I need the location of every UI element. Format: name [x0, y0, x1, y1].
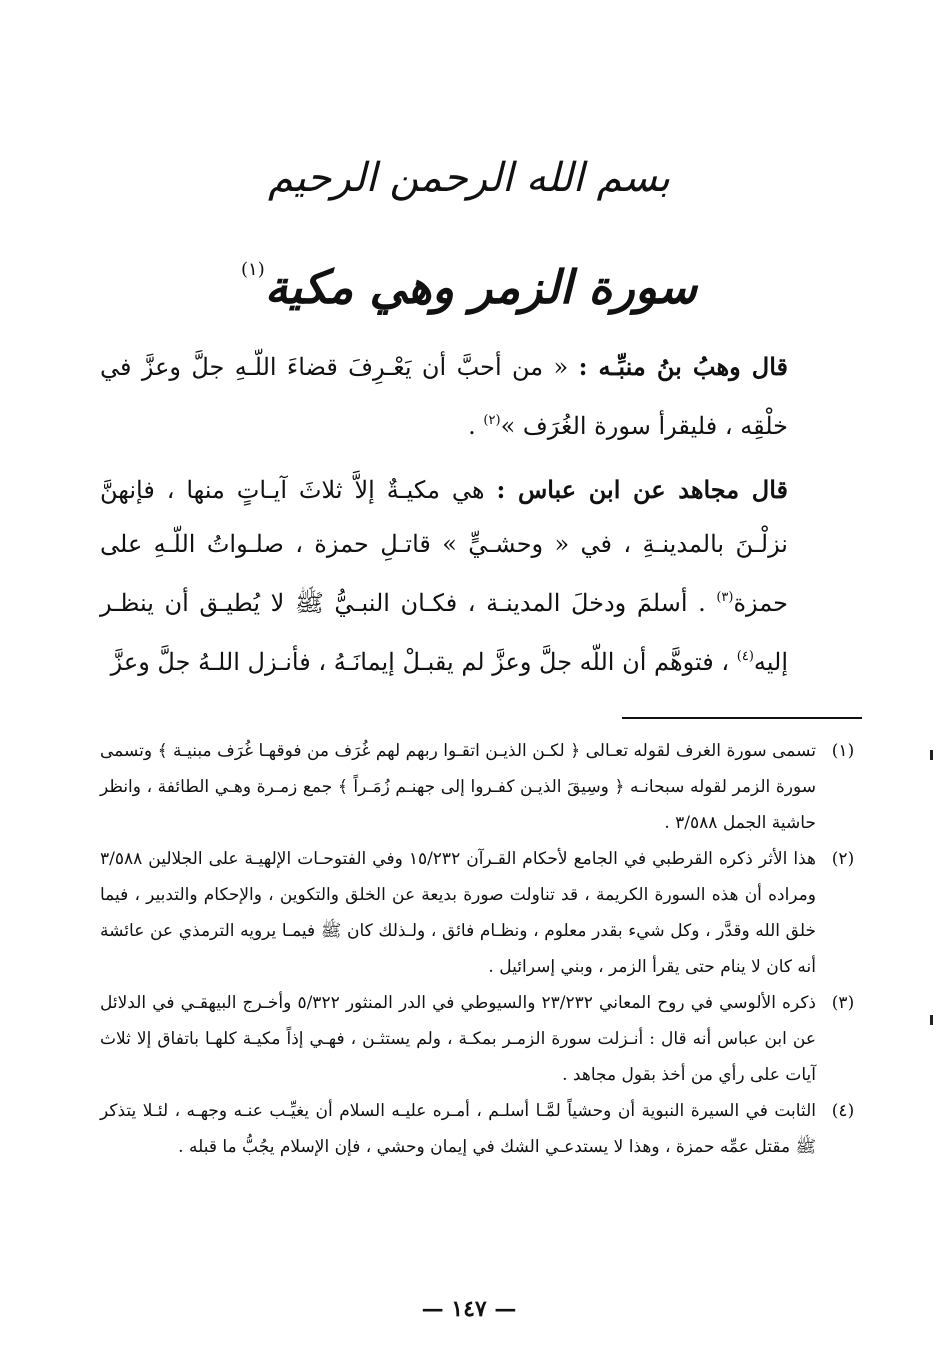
footnote-text: الثابت في السيرة النبوية أن وحشياً لمَّـا أسلـم ، أمـره عليـه السلام أن يغيِّـب عنـه وجهـه ، لئـلا يتذكر ﷺ مقتل عمِّه حمزة ، وهذا لا يستدعـي الشك في إيمان وحشي ، فإن الإسلام يجُبُّ ما قبله . [100, 1101, 816, 1157]
footnote-number: (٤) [831, 1101, 855, 1121]
paragraph-wahb [100, 340, 788, 453]
footnote-number: (١) [831, 741, 855, 761]
paragraph-text: ، فتوهَّم أن اللّه جلَّ وعزَّ لم يقبـلْ إيمانَـهُ ، فأنـزل اللـهُ جلَّ وعزَّ [110, 648, 737, 676]
paragraph-text: « من أحبَّ أن يَعْـرِفَ قضاءَ اللّـهِ جلَّ وعزَّ في خلْقِه ، فليقرأ سورة الغُرَف » [100, 353, 788, 440]
footnote-text: هذا الأثر ذكره القرطبي في الجامع لأحكام القـرآن ١٥/٢٣٢ وفي الفتوحـات الإلهيـة على الجلالين ٣/٥٨٨ ومراده أن هذه السورة الكريمة ، قد تناولت صورة بديعة عن الخلق والتكوين ، والإحكام والتدبير ، فيما خلق الله وقدَّر ، وكل شيء بقدر معلوم ، ونظـام فائق ، ولـذلك كان ﷺ فيمـا يرويه الترمذي عن عائشة أنه كان لا ينام حتى يقرأ الزمر ، وبني إسرائيل . [100, 849, 816, 977]
margin-mark [930, 1015, 933, 1025]
footnote-4 [100, 1093, 870, 1165]
footnote-divider [622, 717, 862, 719]
footnote-ref: (٢) [483, 413, 501, 428]
footnote-number: (٣) [831, 993, 855, 1013]
surah-title-text: سورة الزمر وهي مكية [264, 260, 697, 314]
paragraph-text: هي مكيـةٌ إلاَّ ثلاثَ آيـاتٍ منها ، فإنهنَّ نزلْـنَ بالمدينـةِ ، في « وحشـيٍّ » قاتـلِ حمزة ، صلـواتُ اللّـهِ على حمزة [100, 476, 788, 617]
footnote-ref: (٣) [716, 590, 734, 605]
page-number: — ١٤٧ — [421, 1296, 517, 1322]
main-text [100, 340, 788, 689]
footnote-text: تسمى سورة الغرف لقوله تعـالى ﴿ لكـن الذيـن اتقـوا ربهم لهم غُرَف من فوقهـا غُرَف مبنيـة ﴾ وتسمى سورة الزمر لقوله سبحانـه ﴿ وسِيقَ الذيـن كفـروا إلى جهنـم زُمَـراً ﴾ جمع زمـرة وهـي الطائفة ، وانظر حاشية الجمل ٣/٥٨٨ . [100, 741, 816, 833]
footnote-ref: (٤) [736, 649, 754, 664]
footnote-3 [100, 985, 870, 1093]
footnote-1 [100, 733, 870, 841]
speaker-name: قال مجاهد عن ابن عباس : [496, 475, 789, 504]
surah-title [230, 238, 708, 319]
footnote-ref: (١) [241, 259, 265, 280]
footnotes [100, 733, 870, 1165]
footnote-text: ذكره الألوسي في روح المعاني ٢٣/٢٣٢ والسيوطي في الدر المنثور ٥/٣٢٢ وأخـرج البيهقـي في الدلائل عن ابن عباس أنه قال : أنـزلت سورة الزمـر بمكـة ، ولم يستثـن ، فهـي إذاً مكيـة كلهـا باتفاق إلا ثلاث آيات على رأي من أخذ بقول مجاهد . [100, 993, 817, 1085]
paragraph-text: . [468, 412, 484, 440]
paragraph-mujahid [100, 463, 788, 689]
paragraph-text: . أسلمَ ودخلَ المدينـة ، فكـان النبـيُّ ﷺ لا يُطيـق أن ينظـر إليه [100, 589, 788, 676]
basmala: بسم الله الرحمن الرحيم [267, 155, 671, 201]
margin-mark [930, 750, 933, 760]
footnote-number: (٢) [831, 849, 855, 869]
speaker-name: قال وهبُ بنُ منبِّـه : [578, 352, 788, 381]
footnote-2 [100, 841, 870, 985]
